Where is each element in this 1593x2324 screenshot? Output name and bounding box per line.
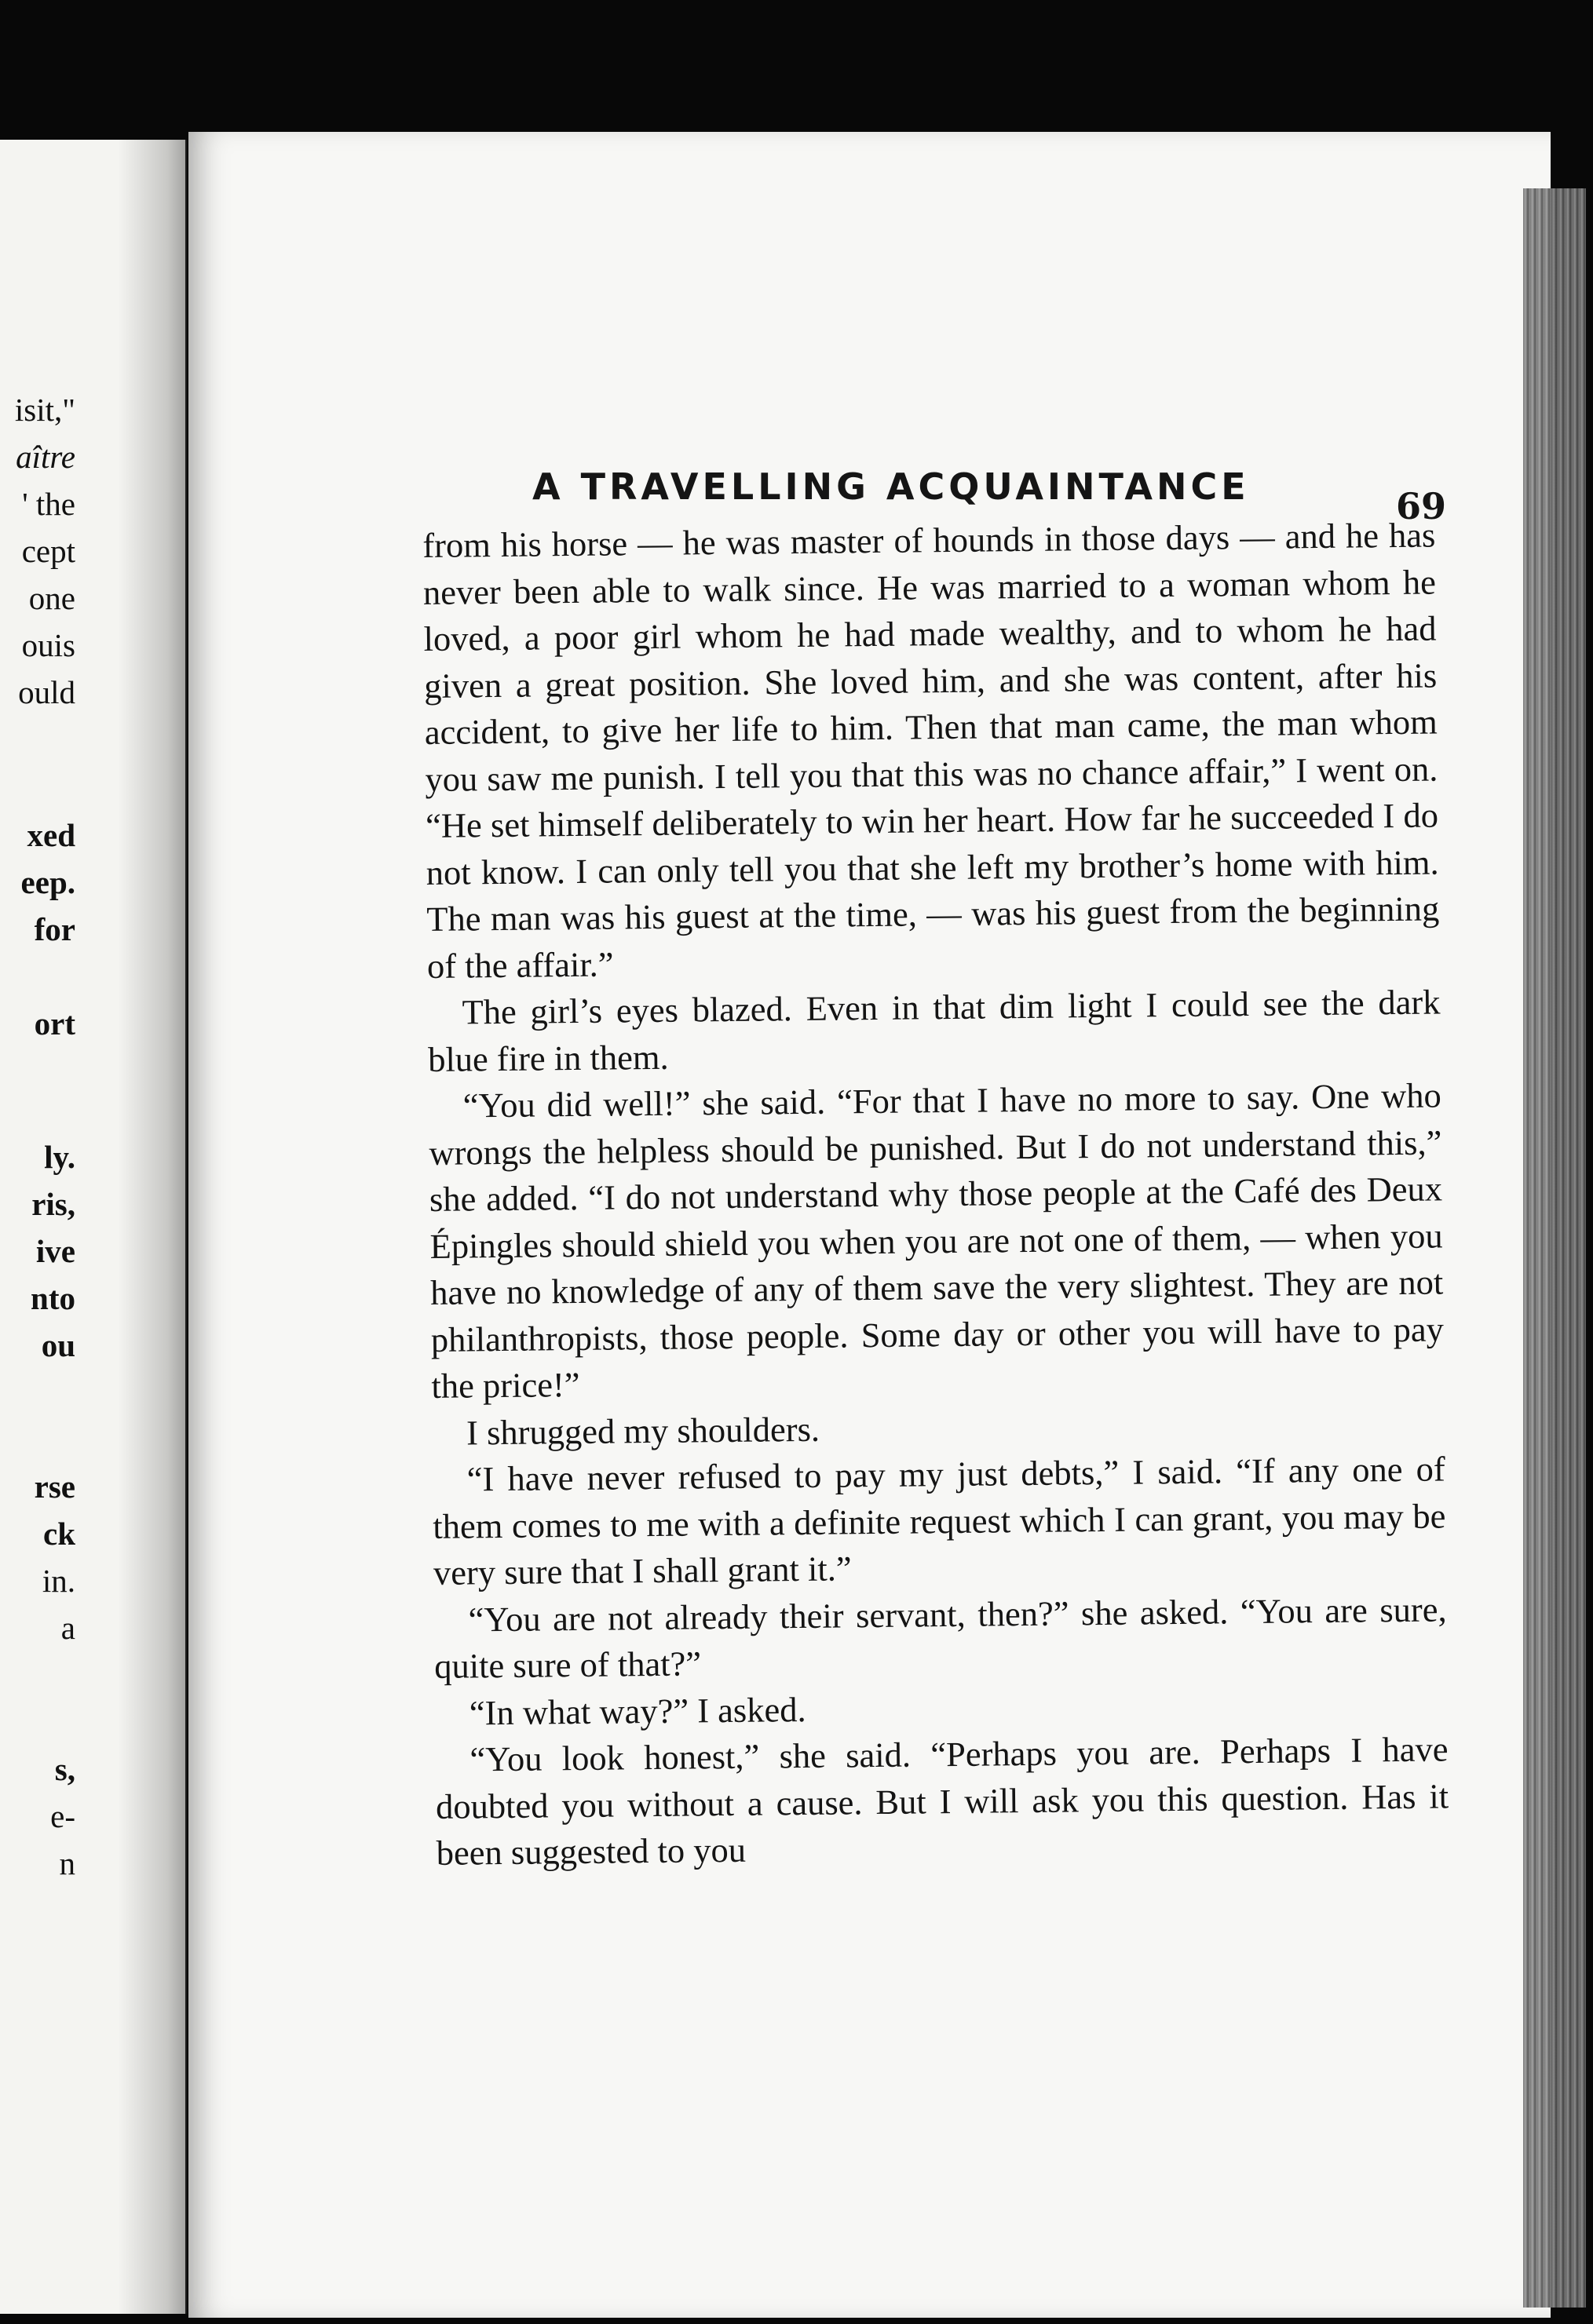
page-stack-edge [1523, 188, 1586, 2308]
book-gutter-shadow [118, 140, 188, 2314]
book-page [188, 132, 1551, 2318]
left-page-fragment: ouis [21, 627, 75, 663]
left-page-fragment: ck [43, 1516, 75, 1552]
left-page-fragment: cept [21, 533, 75, 569]
paragraph: I shrugged my shoulders. [466, 1409, 820, 1452]
left-page-fragment: for [34, 911, 75, 947]
paragraph: “You are not already their servant, then?” she asked. “You are sure, quite sure of that?” [433, 1589, 1447, 1686]
left-page-fragment: isit," [14, 392, 75, 428]
left-page-fragment: ould [18, 674, 75, 710]
paragraph: The girl’s eyes blazed. Even in that dim light I could see the dark blue fire in them. [427, 982, 1441, 1079]
left-page-fragment: ris, [31, 1186, 75, 1222]
page-number: 69 [1396, 485, 1447, 527]
left-page-fragment: a [60, 1610, 75, 1646]
paragraph: “You look honest,” she said. “Perhaps you are. Perhaps I have doubted you without a cause. But I will ask you this question. Has it been suggested to you [435, 1729, 1449, 1873]
left-page-fragment: in. [42, 1563, 75, 1599]
paragraph: from his horse — he was master of hounds in those days — and he has never been able to walk since. He was married to a woman whom he loved, a poor girl whom he had made wealthy, and to whom he had given a great position. She loved him, and she was content, after his accident, to give her life to him. Then that man came, the man whom you saw me punish. I tell you that this was no chance affair,” I went on. “He set himself deliberately to win her heart. How far he succeeded I do not know. I can only tell you that she left my brother’s home with him. The man was his guest at the time, — was his guest from the beginning of the affair.” [422, 515, 1440, 986]
left-page-fragment: one [28, 580, 75, 616]
paragraph: “In what way?” I asked. [469, 1689, 806, 1732]
left-page-fragment: rse [34, 1468, 75, 1505]
left-page-fragment: e- [50, 1798, 75, 1834]
page-body-text [422, 512, 1449, 1877]
left-page-fragment: ort [34, 1005, 75, 1042]
left-page-fragment: s, [54, 1751, 75, 1787]
left-page-fragment: ive [35, 1233, 75, 1269]
left-page-fragment: nto [31, 1280, 75, 1316]
left-page-fragment: aître [16, 439, 75, 475]
left-page-fragment: xed [27, 817, 75, 853]
paragraph: “You did well!” she said. “For that I have no more to say. One who wrongs the helpless should be punished. But I do not understand this,” she added. “I do not understand why those people at the Café des Deux Épingles should shield you when you are not one of them, — when you have no knowledge of any of them save the very slightest. They are not philanthropists, those people. Some day or other you will have to pay the price!” [429, 1075, 1445, 1406]
left-page-fragment: n [59, 1845, 75, 1881]
left-page-fragment: ' the [22, 486, 75, 522]
running-header: A TRAVELLING ACQUAINTANCE [532, 465, 1250, 508]
left-page-fragment: eep. [20, 864, 75, 900]
paragraph: “I have never refused to pay my just debts,” I said. “If any one of them comes to me with a definite request which I can grant, you may be very sure that I shall grant it.” [433, 1449, 1446, 1593]
left-page-fragment: ly. [44, 1139, 75, 1175]
left-page-fragment: ou [41, 1327, 75, 1363]
